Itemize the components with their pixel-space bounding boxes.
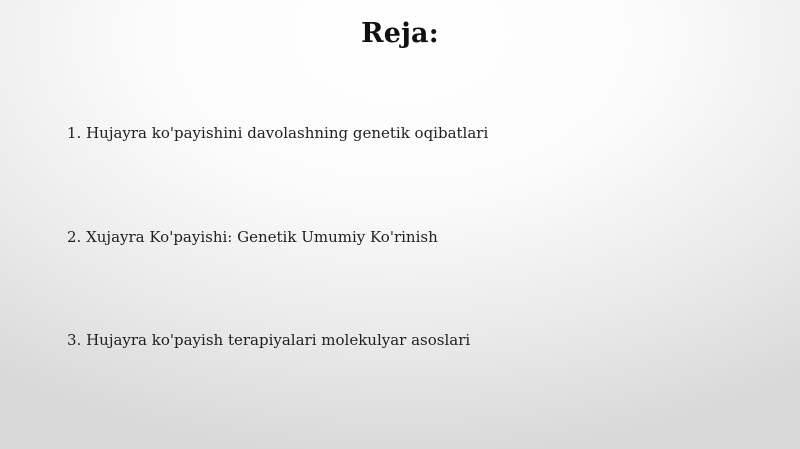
plan-item-1: 1. Hujayra ko'payishini davolashning genetik oqibatlari — [67, 124, 489, 142]
slide-title: Reja: — [361, 18, 439, 49]
plan-item-2: 2. Xujayra Ko'payishi: Genetik Umumiy Ko'rinish — [67, 228, 438, 246]
plan-item-3: 3. Hujayra ko'payish terapiyalari molekulyar asoslari — [67, 331, 471, 349]
